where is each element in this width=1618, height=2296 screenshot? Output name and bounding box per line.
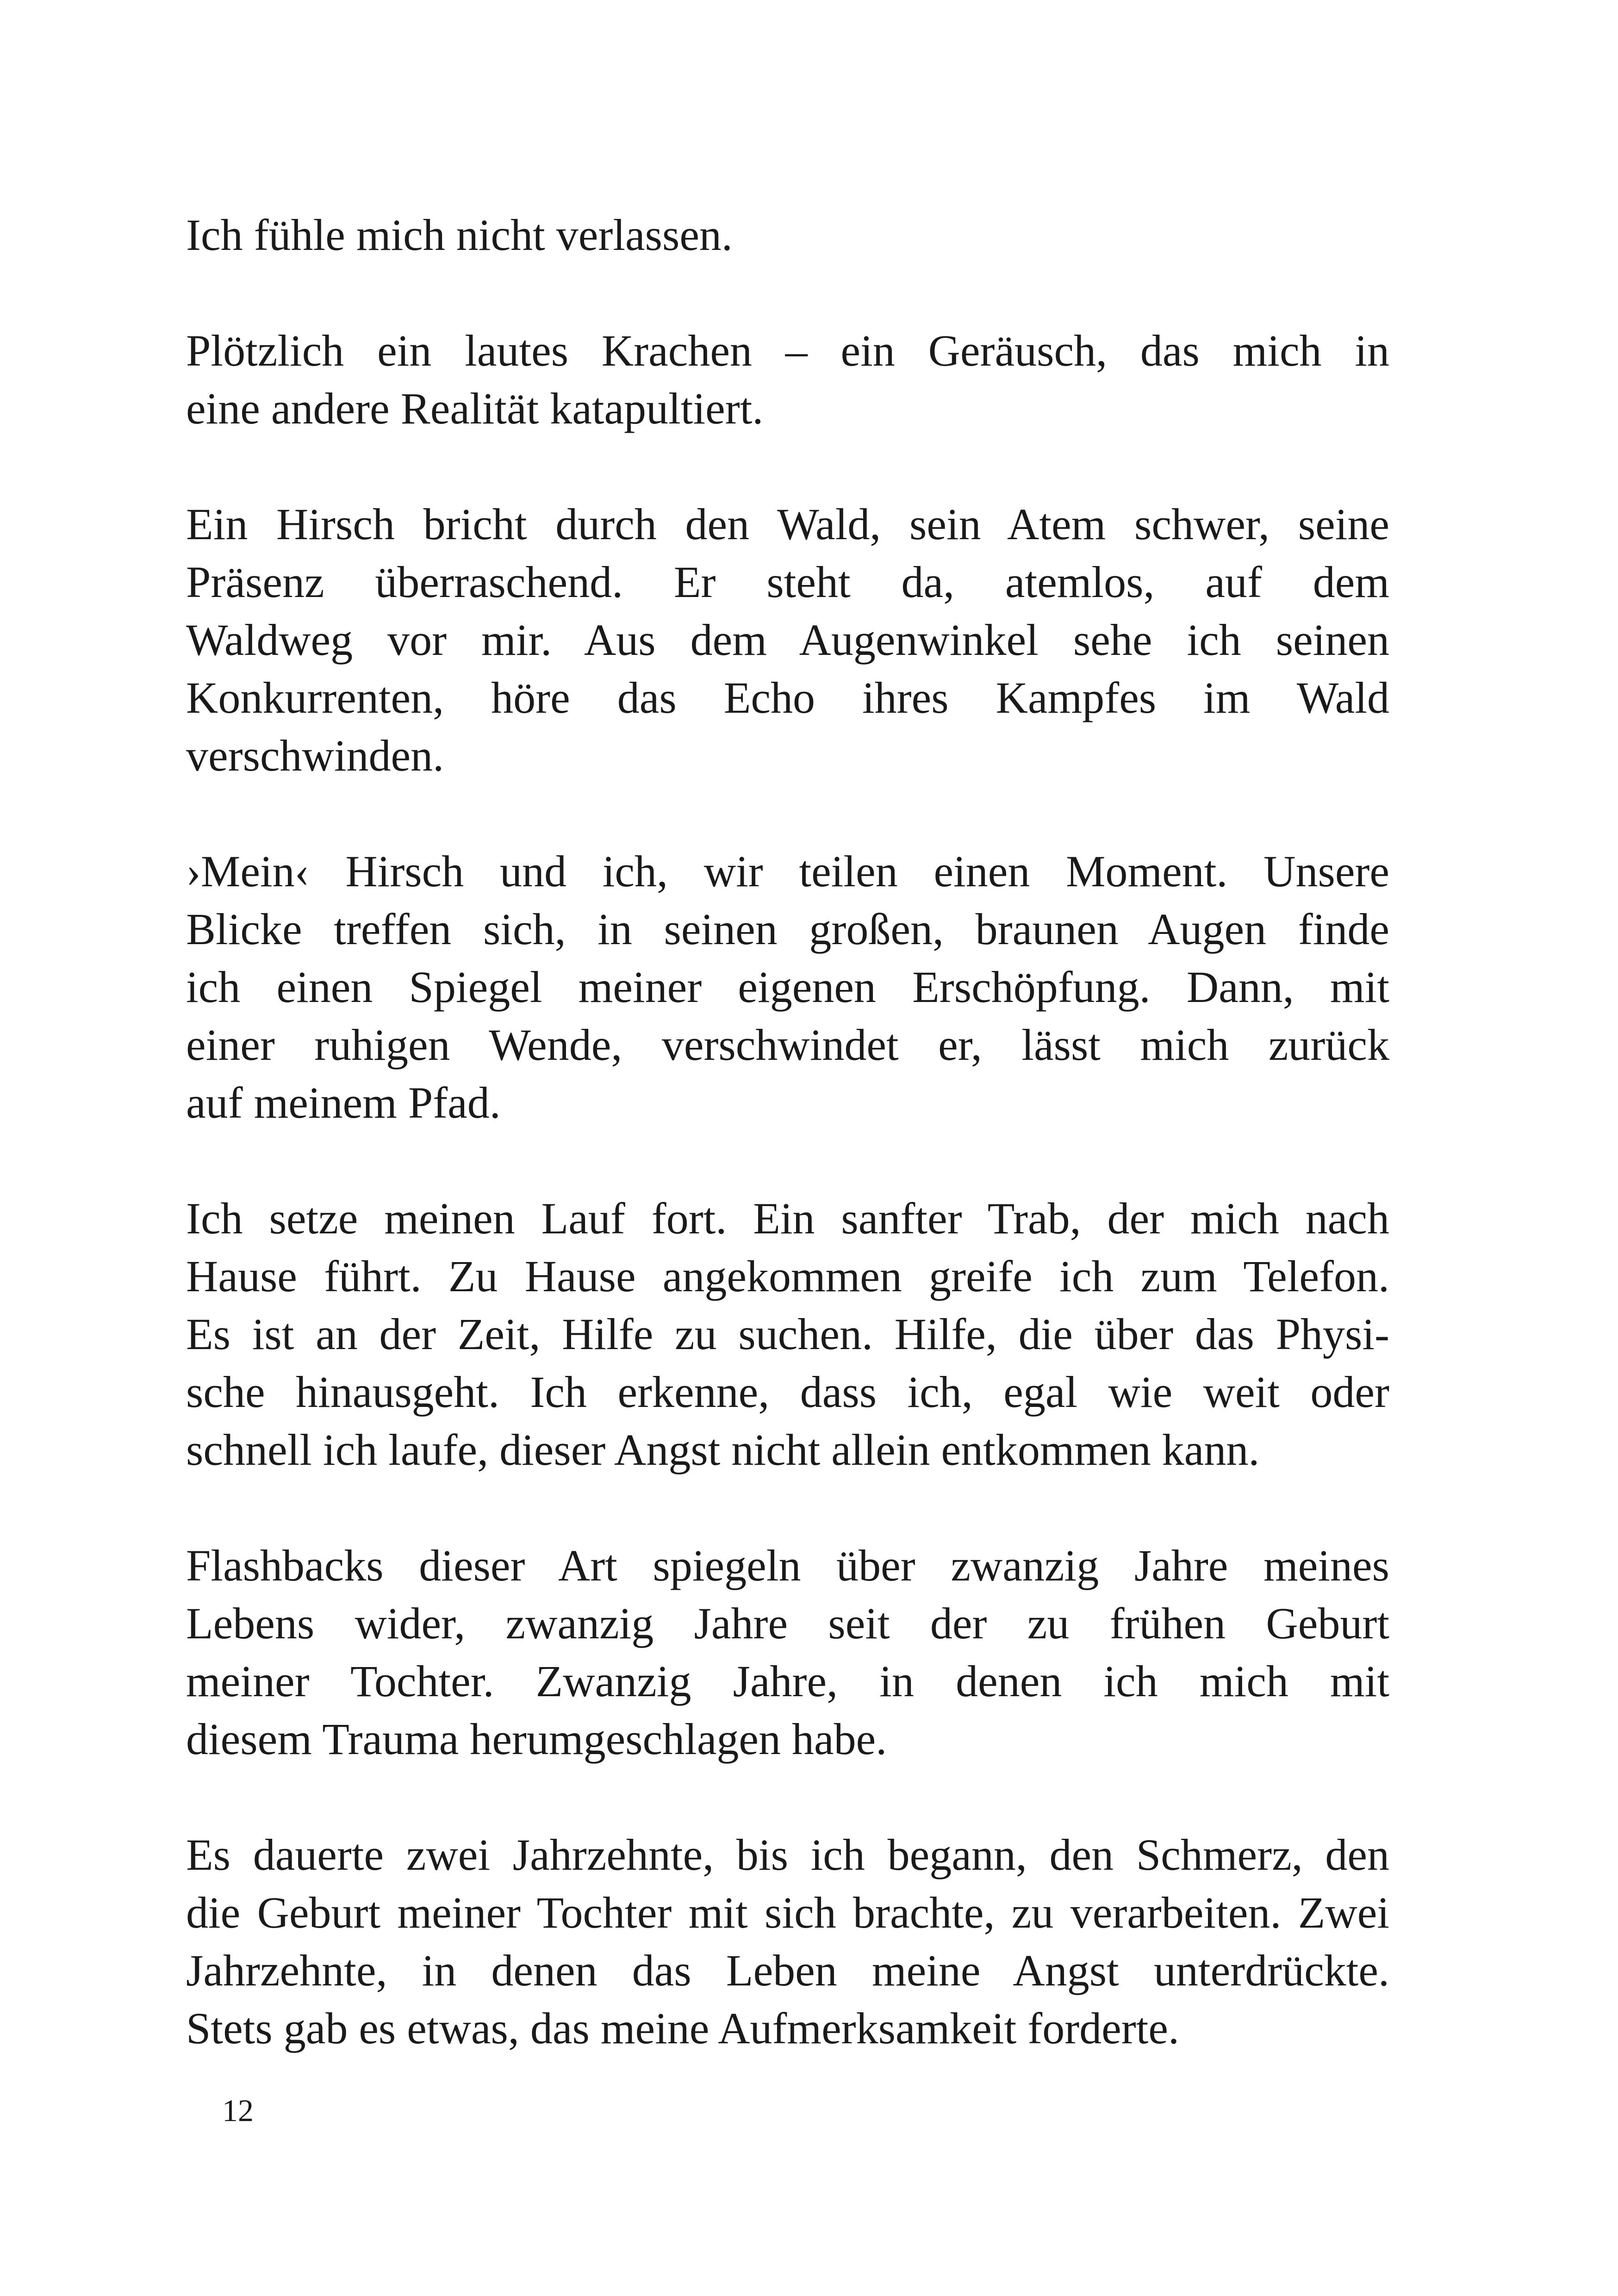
text-line: Plötzlich ein lautes Krachen – ein Geräusch, das mich in [186,326,1389,375]
text-line: die Geburt meiner Tochter mit sich brachte, zu verarbeiten. Zwei [186,1888,1389,1937]
text-line: meiner Tochter. Zwanzig Jahre, in denen ich mich mit [186,1656,1389,1706]
text-line: Präsenz überraschend. Er steht da, atemlos, auf dem [186,557,1389,607]
paragraph [186,322,1389,437]
paragraph [186,1189,1389,1479]
text-line: Es dauerte zwei Jahrzehnte, bis ich begann, den Schmerz, den [186,1830,1389,1879]
text-line: Lebens wider, zwanzig Jahre seit der zu frühen Geburt [186,1599,1389,1648]
text-line: eine andere Realität katapultiert. [186,384,764,433]
text-line: schnell ich laufe, dieser Angst nicht allein entkommen kann. [186,1425,1260,1475]
paragraph [186,1826,1389,2057]
text-line: Jahrzehnte, in denen das Leben meine Angst unterdrückte. [186,1946,1389,1995]
text-line: einer ruhigen Wende, verschwindet er, lässt mich zurück [186,1020,1389,1070]
text-line: auf meinem Pfad. [186,1078,501,1127]
page-number: 12 [222,2093,254,2128]
text-line: Waldweg vor mir. Aus dem Augenwinkel sehe ich seinen [186,615,1389,665]
text-line: verschwinden. [186,731,444,780]
text-line: Ich fühle mich nicht verlassen. [186,210,733,260]
text-line: ich einen Spiegel meiner eigenen Erschöpfung. Dann, mit [186,962,1389,1012]
text-line: Ich setze meinen Lauf fort. Ein sanfter Trab, der mich nach [186,1194,1389,1243]
text-line: Stets gab es etwas, das meine Aufmerksamkeit forderte. [186,2004,1180,2053]
paragraph [186,206,1389,264]
paragraph [186,1537,1389,1768]
text-line: ›Mein‹ Hirsch und ich, wir teilen einen Moment. Unsere [186,846,1389,896]
text-line: Konkurrenten, höre das Echo ihres Kampfes im Wald [186,673,1389,722]
text-line: diesem Trauma herumgeschlagen habe. [186,1714,887,1764]
text-line: Flashbacks dieser Art spiegeln über zwanzig Jahre meines [186,1541,1389,1590]
text-line: Hause führt. Zu Hause angekommen greife ich zum Telefon. [186,1251,1389,1301]
text-line: sche hinausgeht. Ich erkenne, dass ich, egal wie weit oder [186,1367,1389,1417]
paragraph [186,495,1389,784]
text-line: Es ist an der Zeit, Hilfe zu suchen. Hilfe, die über das Physi- [186,1309,1389,1359]
text-line: Ein Hirsch bricht durch den Wald, sein Atem schwer, seine [186,499,1389,549]
text-line: Blicke treffen sich, in seinen großen, braunen Augen finde [186,904,1389,954]
body-text [186,206,1389,2115]
paragraph [186,842,1389,1132]
